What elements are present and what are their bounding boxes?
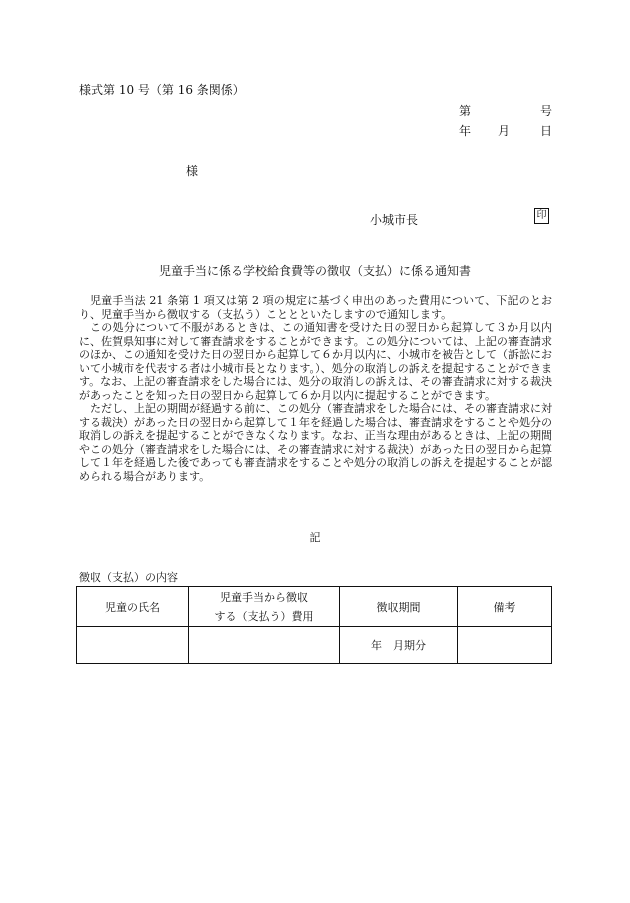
table-caption: 徴収（支払）の内容 [79,571,178,584]
cell-fee [189,627,340,664]
date-month: 月 [498,124,511,138]
paragraph-appeal: この処分について不服があるときは、この通知書を受けた日の翌日から起算して３か月以内に、佐賀県知事に対して審査請求をすることができます。この処分については、上記の審査請求のほか、この通知を受けた日の翌日から起算して６か月以内に、小城市を被告として（訴訟において小城市を代表する者は小城市長となります。）、処分の取消しの訴えを提起することができます。なお、上記の審査請求をした場合には、処分の取消しの訴えは、その審査請求に対する裁決があったことを知った日の翌日から起算して６か月以内に提起することができます。 [79,321,552,402]
form-label: 様式第 10 号（第 16 条関係） [79,83,245,97]
table-row [77,627,552,664]
header-fee-line2: する（支払う）費用 [214,609,314,623]
header-fee [189,587,340,627]
number-prefix: 第 [459,104,472,118]
seal-stamp: 印 [534,208,549,224]
cell-child-name [77,627,189,664]
header-period: 徴収期間 [340,587,458,627]
header-child-name: 児童の氏名 [77,587,189,627]
date-day: 日 [540,124,553,138]
addressee: 様 [186,164,199,178]
body-text [79,294,552,483]
issuer-name: 小城市長 [370,213,419,227]
ki-mark: 記 [309,531,321,544]
table-header-row [77,587,552,627]
paragraph-request: 児童手当法 21 条第 1 項又は第 2 項の規定に基づく申出のあった費用について、下記のとおり、児童手当から徴収する（支払う）こととといたしますので通知します。 [79,294,552,321]
document-title: 児童手当に係る学校給食費等の徴収（支払）に係る通知書 [158,264,471,278]
collection-details-table [76,586,552,664]
cell-period: 年 月期分 [340,627,458,664]
header-fee-line1: 児童手当から徴収 [220,590,308,604]
header-remarks: 備考 [458,587,552,627]
paragraph-proviso: ただし、上記の期間が経過する前に、この処分（審査請求をした場合には、その審査請求に対する裁決）があった日の翌日から起算して１年を経過した場合は、審査請求をすることや処分の取消しの訴えを提起することができなくなります。なお、正当な理由があるときは、上記の期間やこの処分（審査請求をした場合には、その審査請求に対する裁決）があった日の翌日から起算して１年を経過した後であっても審査請求をすることや処分の取消しの訴えを提起することが認められる場合があります。 [79,402,552,483]
cell-remarks [458,627,552,664]
number-suffix: 号 [540,104,553,118]
date-year: 年 [459,124,472,138]
